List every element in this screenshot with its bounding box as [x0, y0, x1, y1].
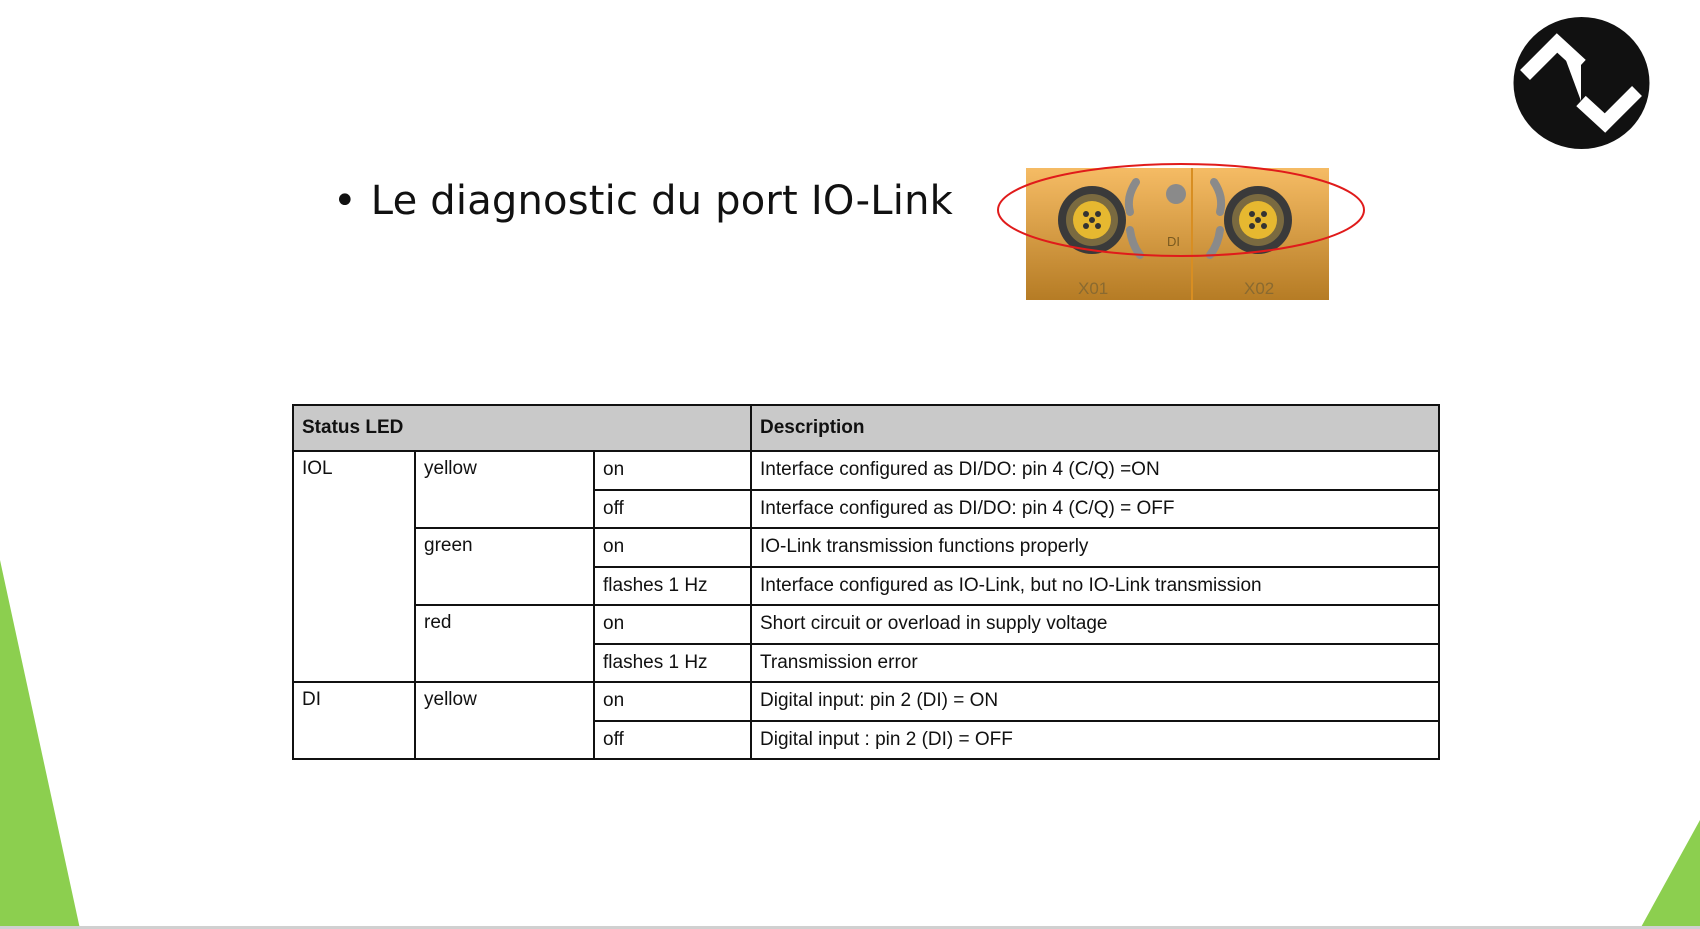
io-link-device-image: [996, 162, 1366, 310]
color-cell: green: [415, 528, 594, 605]
description-cell: Transmission error: [751, 644, 1439, 683]
table-row: [293, 528, 1439, 567]
group-cell: IOL: [293, 451, 415, 682]
description-cell: Short circuit or overload in supply voltage: [751, 605, 1439, 644]
state-cell: flashes 1 Hz: [594, 644, 751, 683]
table-row: [293, 682, 1439, 721]
color-cell: yellow: [415, 451, 594, 528]
description-cell: Interface configured as IO-Link, but no IO-Link transmission: [751, 567, 1439, 606]
device-x01-label: X01: [1078, 279, 1109, 298]
status-led-table: [292, 404, 1440, 760]
header-status-led: Status LED: [293, 405, 751, 451]
bullet-text: Le diagnostic du port IO-Link: [370, 178, 953, 224]
header-description: Description: [751, 405, 1439, 451]
group-cell: DI: [293, 682, 415, 759]
state-cell: flashes 1 Hz: [594, 567, 751, 606]
table-header-row: [293, 405, 1439, 451]
description-cell: Interface configured as DI/DO: pin 4 (C/Q) = OFF: [751, 490, 1439, 529]
table-row: [293, 451, 1439, 490]
device-x02-label: X02: [1244, 279, 1275, 298]
color-cell: red: [415, 605, 594, 682]
port-x02-icon: [1224, 186, 1292, 254]
bullet-heading: [333, 178, 953, 224]
status-led-table-wrapper: [292, 404, 1440, 760]
description-cell: IO-Link transmission functions properly: [751, 528, 1439, 567]
state-cell: off: [594, 721, 751, 760]
state-cell: on: [594, 605, 751, 644]
device-di-label: DI: [1167, 234, 1180, 249]
state-cell: on: [594, 682, 751, 721]
color-cell: yellow: [415, 682, 594, 759]
description-cell: Digital input: pin 2 (DI) = ON: [751, 682, 1439, 721]
description-cell: Interface configured as DI/DO: pin 4 (C/Q) =ON: [751, 451, 1439, 490]
left-green-triangle: [0, 560, 80, 929]
bullet-dot: •: [333, 178, 357, 224]
logo-icon: [1513, 17, 1650, 149]
state-cell: on: [594, 528, 751, 567]
right-green-triangle: [1640, 820, 1700, 929]
state-cell: off: [594, 490, 751, 529]
port-x01-icon: [1058, 186, 1126, 254]
state-cell: on: [594, 451, 751, 490]
table-row: [293, 605, 1439, 644]
description-cell: Digital input : pin 2 (DI) = OFF: [751, 721, 1439, 760]
